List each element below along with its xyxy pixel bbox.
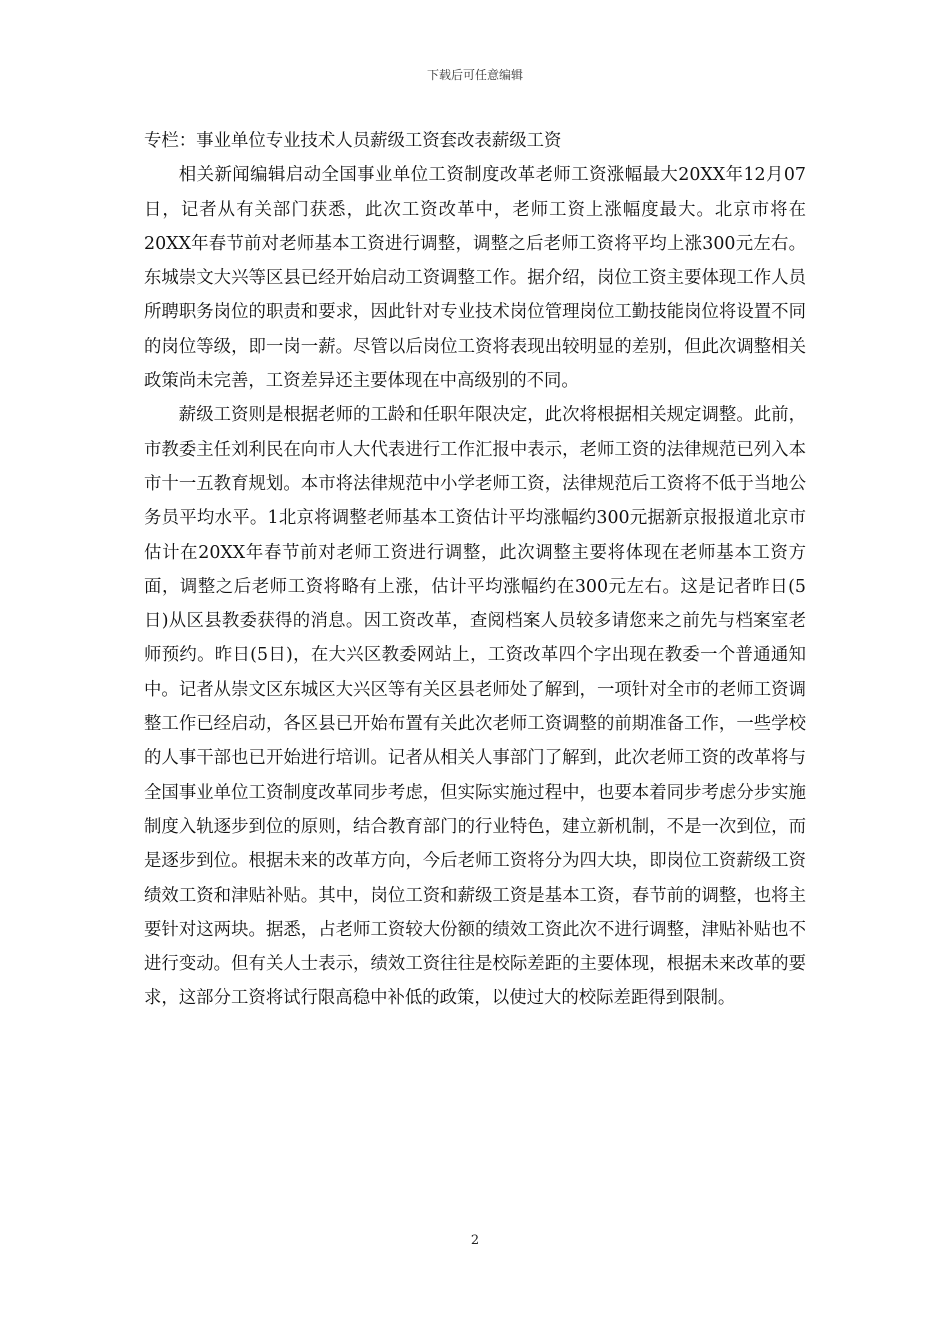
body-paragraph-2: 薪级工资则是根据老师的工龄和任职年限决定，此次将根据相关规定调整。此前，市教委主任刘利民在向市人大代表进行工作汇报中表示，老师工资的法律规范已列入本市十一五教育规划。本市将法律规范中小学老师工资，法律规范后工资将不低于当地公务员平均水平。1北京将调整老师基本工资估计平均涨幅约300元据新京报报道北京市估计在20XX年春节前对老师工资进行调整，此次调整主要将体现在老师基本工资方面，调整之后老师工资将略有上涨，估计平均涨幅约在300元左右。这是记者昨日(5日)从区县教委获得的消息。因工资改革，查阅档案人员较多请您来之前先与档案室老师预约。昨日(5日)，在大兴区教委网站上，工资改革四个字出现在教委一个普通通知中。记者从崇文区东城区大兴区等有关区县老师处了解到，一项针对全市的老师工资调整工作已经启动，各区县已开始布置有关此次老师工资调整的前期准备工作，一些学校的人事干部也已开始进行培训。记者从相关人事部门了解到，此次老师工资的改革将与全国事业单位工资制度改革同步考虑，但实际实施过程中，也要本着同步考虑分步实施制度入轨逐步到位的原则，结合教育部门的行业特色，建立新机制，不是一次到位，而是逐步到位。根据未来的改革方向，今后老师工资将分为四大块，即岗位工资薪级工资绩效工资和津贴补贴。其中，岗位工资和薪级工资是基本工资，春节前的调整，也将主要针对这两块。据悉，占老师工资较大份额的绩效工资此次不进行调整，津贴补贴也不进行变动。但有关人士表示，绩效工资往往是校际差距的主要体现，根据未来改革的要求，这部分工资将试行限高稳中补低的政策，以使过大的校际差距得到限制。 xyxy=(144,405,806,1009)
document-title: 专栏：事业单位专业技术人员薪级工资套改表薪级工资 xyxy=(144,131,562,151)
document-body xyxy=(144,124,806,1016)
page-number: 2 xyxy=(470,1233,480,1248)
page-header: 下载后可任意编辑 xyxy=(426,68,523,82)
body-paragraph-1: 相关新闻编辑启动全国事业单位工资制度改革老师工资涨幅最大20XX年12月07日，记者从有关部门获悉，此次工资改革中，老师工资上涨幅度最大。北京市将在20XX年春节前对老师基本工资进行调整，调整之后老师工资将平均上涨300元左右。东城崇文大兴等区县已经开始启动工资调整工作。据介绍，岗位工资主要体现工作人员所聘职务岗位的职责和要求，因此针对专业技术岗位管理岗位工勤技能岗位将设置不同的岗位等级，即一岗一薪。尽管以后岗位工资将表现出较明显的差别，但此次调整相关政策尚未完善，工资差异还主要体现在中高级别的不同。 xyxy=(144,165,806,392)
